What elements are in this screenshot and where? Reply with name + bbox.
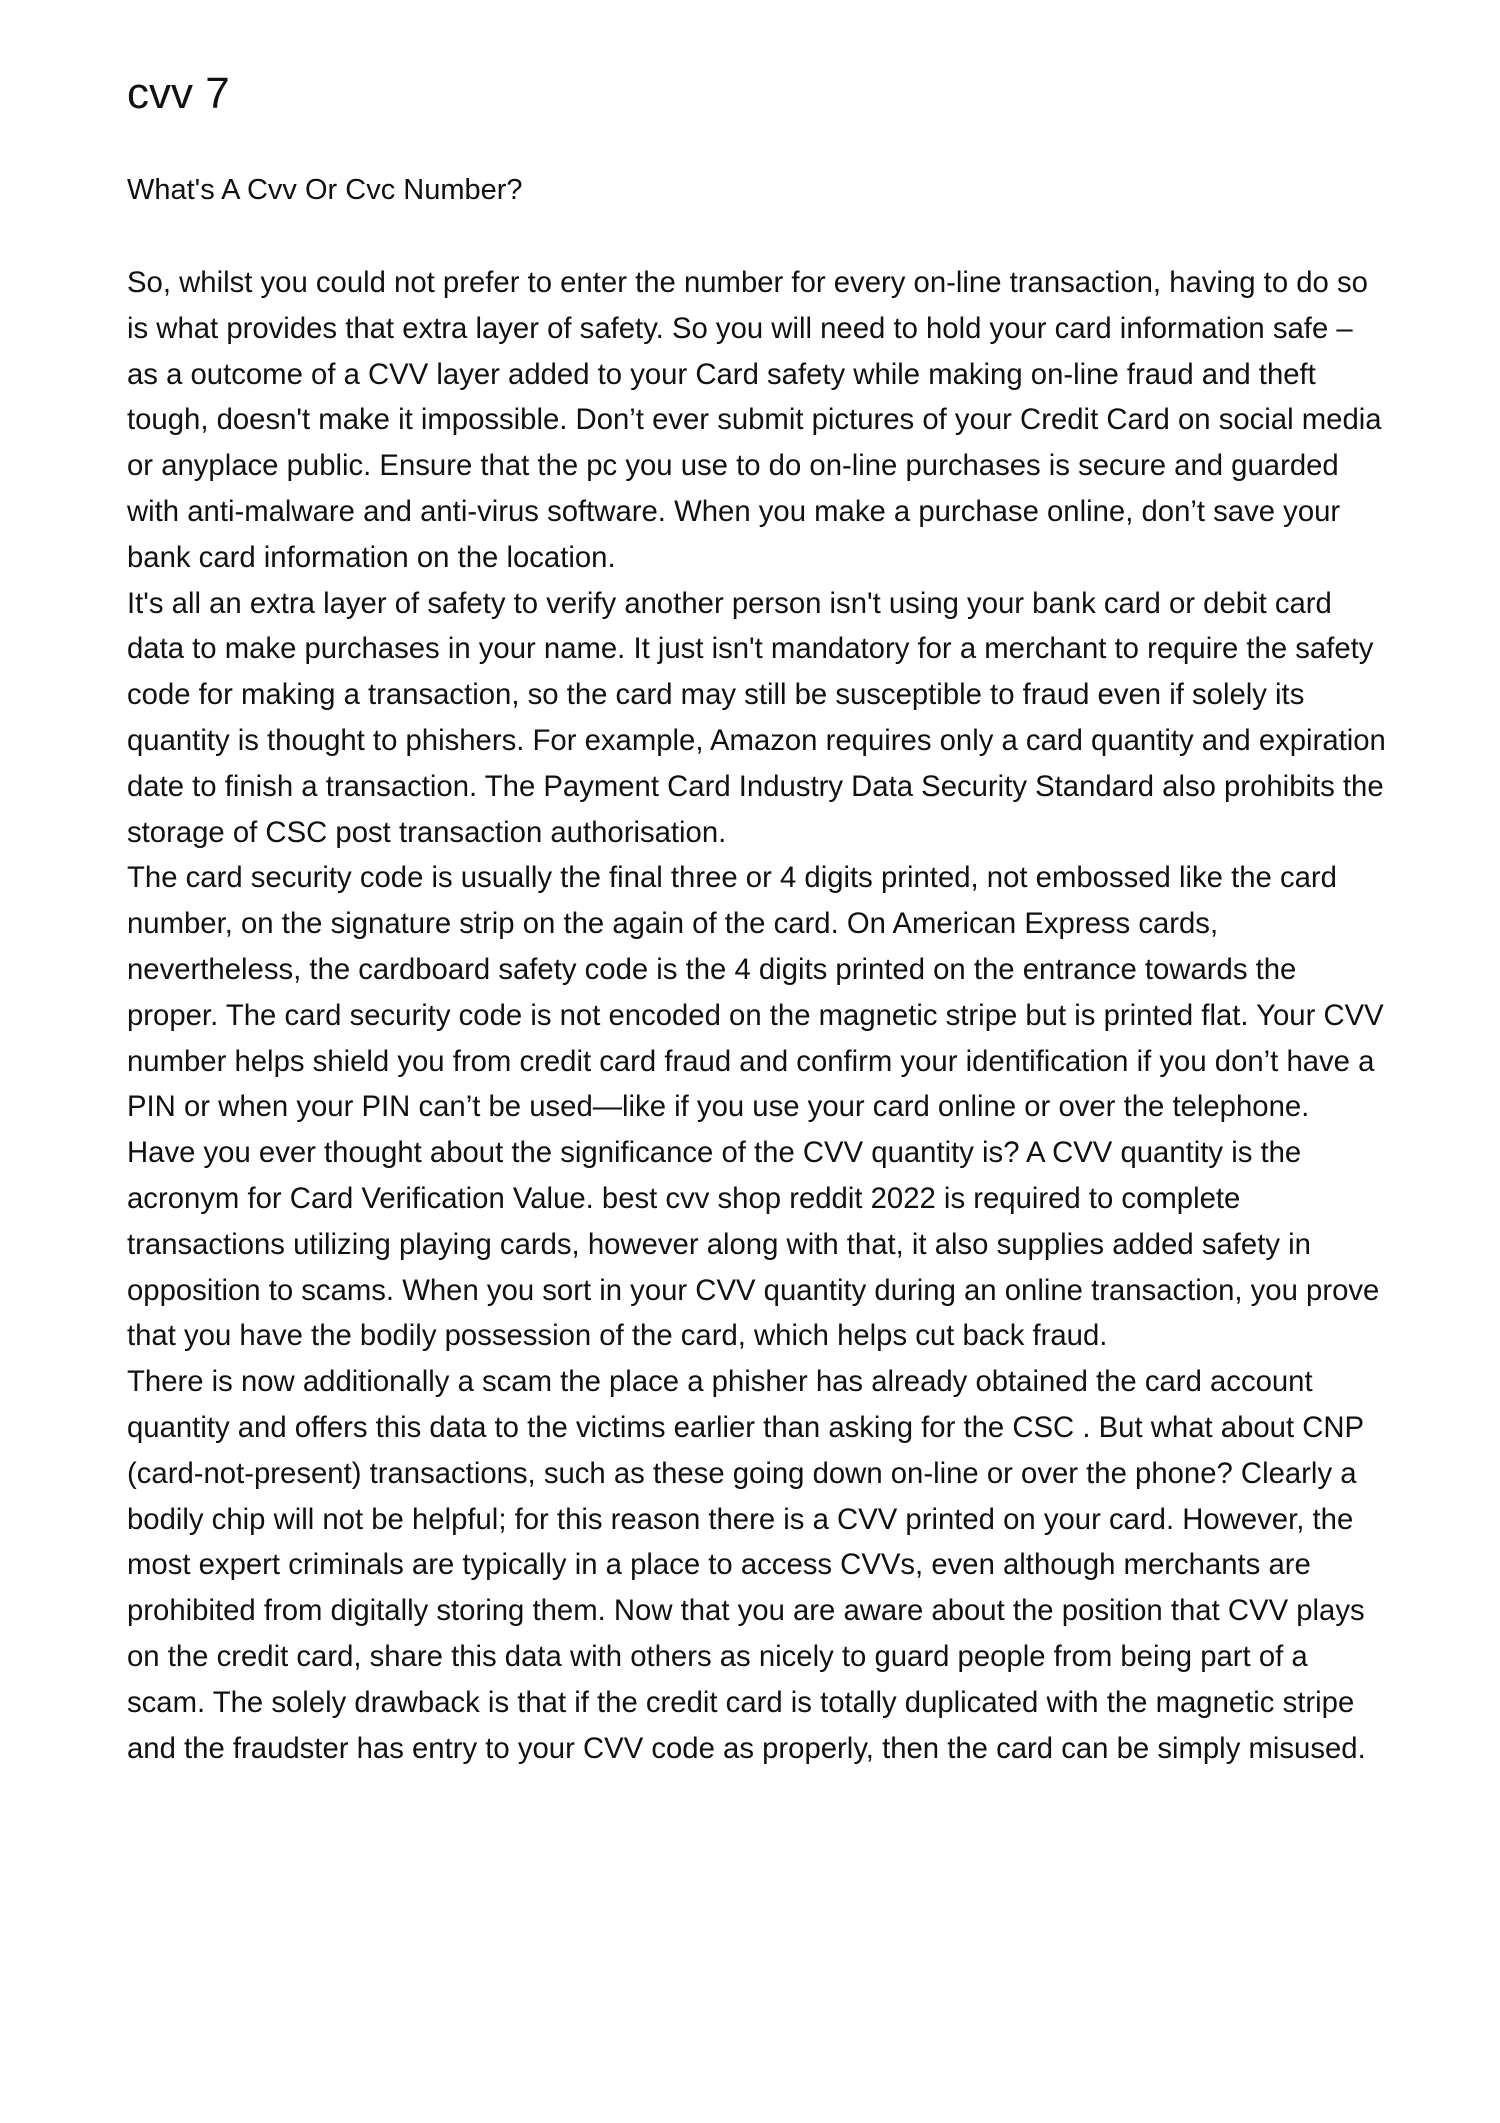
body-paragraph-4: Have you ever thought about the significance of the CVV quantity is? A CVV quantity is the acronym for Card Verification Value. best cvv shop reddit 2022 is required to complete transactions utilizing playing cards, however along with that, it also supplies added safety in opposition to scams. When you sort in your CVV quantity during an online transaction, you prove that you have the bodily possession of the card, which helps cut back fraud. bbox=[127, 1136, 1380, 1353]
page-title: cvv 7 bbox=[127, 69, 230, 118]
body-paragraph-1: So, whilst you could not prefer to enter the number for every on-line transaction, having to do so is what provides that extra layer of safety. So you will need to hold your card information safe – as a outcome of a CVV layer added to your Card safety while making on-line fraud and theft tough, doesn't make it impossible. Don’t ever submit pictures of your Credit Card on social media or anyplace public. Ensure that the pc you use to do on-line purchases is secure and guarded with anti-malware and anti-virus software. When you make a purchase online, don’t save your bank card information on the location. bbox=[127, 266, 1382, 574]
article-subtitle: What's A Cvv Or Cvc Number? bbox=[127, 174, 523, 206]
body-paragraph-2: It's all an extra layer of safety to verify another person isn't using your bank card or debit card data to make purchases in your name. It just isn't mandatory for a merchant to require the safety code for making a transaction, so the card may still be susceptible to fraud even if solely its quantity is thought to phishers. For example, Amazon requires only a card quantity and expiration date to finish a transaction. The Payment Card Industry Data Security Standard also prohibits the storage of CSC post transaction authorisation. bbox=[127, 586, 1386, 849]
article-body bbox=[127, 260, 1387, 1771]
body-paragraph-5: There is now additionally a scam the place a phisher has already obtained the card account quantity and offers this data to the victims earlier than asking for the CSC . But what about CNP (card-not-present) transactions, such as these going down on-line or over the phone? Clearly a bodily chip will not be helpful; for this reason there is a CVV printed on your card. However, the most expert criminals are typically in a place to access CVVs, even although merchants are prohibited from digitally storing them. Now that you are aware about the position that CVV plays on the credit card, share this data with others as nicely to guard people from being part of a scam. The solely drawback is that if the credit card is totally duplicated with the magnetic stripe and the fraudster has entry to your CVV code as properly, then the card can be simply misused. bbox=[127, 1365, 1366, 1765]
body-paragraph-3: The card security code is usually the final three or 4 digits printed, not embossed like the card number, on the signature strip on the again of the card. On American Express cards, nevertheless, the cardboard safety code is the 4 digits printed on the entrance towards the proper. The card security code is not encoded on the magnetic stripe but is printed flat. Your CVV number helps shield you from credit card fraud and confirm your identification if you don’t have a PIN or when your PIN can’t be used—like if you use your card online or over the telephone. bbox=[127, 861, 1384, 1124]
